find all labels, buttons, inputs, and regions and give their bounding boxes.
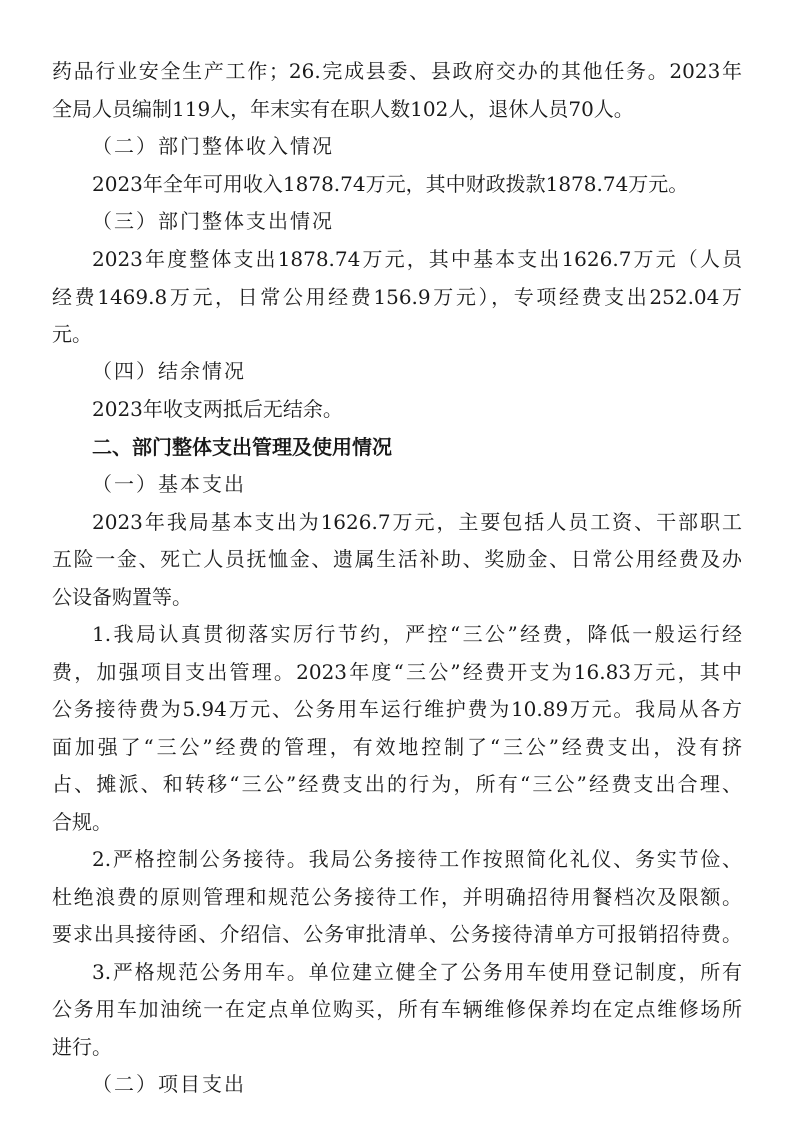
section-subheading-income: （二）部门整体收入情况 (92, 134, 334, 158)
section-subheading-basic-expenditure: （一）基本支出 (92, 472, 246, 496)
body-text-line: 3.严格规范公务用车。单位建立健全了公务用车使用登记制度，所有 (92, 960, 742, 984)
body-text-line: 2023年度整体支出1878.74万元，其中基本支出1626.7万元（人员 (92, 247, 742, 271)
body-text-line: 公务接待费为5.94万元、公务用车运行维护费为10.89万元。我局从各方 (52, 697, 742, 721)
body-text-line: 要求出具接待函、介绍信、公务审批清单、公务接待清单方可报销招待费。 (52, 922, 742, 946)
section-subheading-project-expenditure: （二）项目支出 (92, 1072, 246, 1096)
body-text-line: 公务用车加油统一在定点单位购买，所有车辆维修保养均在定点维修场所 (52, 997, 742, 1021)
body-text-line: 2023年我局基本支出为1626.7万元，主要包括人员工资、干部职工 (92, 510, 742, 534)
body-text-line: 面加强了“三公”经费的管理，有效地控制了“三公”经费支出，没有挤 (52, 735, 742, 759)
body-text-line: 费，加强项目支出管理。2023年度“三公”经费开支为16.83万元，其中 (52, 660, 742, 684)
body-text-line: 占、摊派、和转移“三公”经费支出的行为，所有“三公”经费支出合理、 (52, 772, 742, 796)
body-text-line: 药品行业安全生产工作；26.完成县委、县政府交办的其他任务。2023年 (52, 59, 742, 83)
section-subheading-expenditure: （三）部门整体支出情况 (92, 209, 334, 233)
body-text-line: 合规。 (52, 810, 112, 834)
body-text-line: 经费1469.8万元，日常公用经费156.9万元），专项经费支出252.04万 (52, 285, 742, 309)
body-text-line: 1.我局认真贯彻落实厉行节约，严控“三公”经费，降低一般运行经 (92, 622, 742, 646)
body-text-line: 进行。 (52, 1035, 112, 1059)
body-text-line: 2023年全年可用收入1878.74万元，其中财政拨款1878.74万元。 (92, 172, 689, 196)
body-text-line: 2.严格控制公务接待。我局公务接待工作按照简化礼仪、务实节俭、 (92, 847, 742, 871)
body-text-line: 2023年收支两抵后无结余。 (92, 397, 343, 421)
body-text-line: 全局人员编制119人，年末实有在职人数102人，退休人员70人。 (52, 97, 634, 121)
body-text-line: 杜绝浪费的原则管理和规范公务接待工作，并明确招待用餐档次及限额。 (52, 885, 742, 909)
body-text-line: 公设备购置等。 (52, 585, 192, 609)
body-text-line: 五险一金、死亡人员抚恤金、遗属生活补助、奖励金、日常公用经费及办 (52, 547, 742, 571)
section-heading-management: 二、部门整体支出管理及使用情况 (92, 435, 392, 459)
section-subheading-balance: （四）结余情况 (92, 359, 246, 383)
body-text-line: 元。 (52, 322, 92, 346)
